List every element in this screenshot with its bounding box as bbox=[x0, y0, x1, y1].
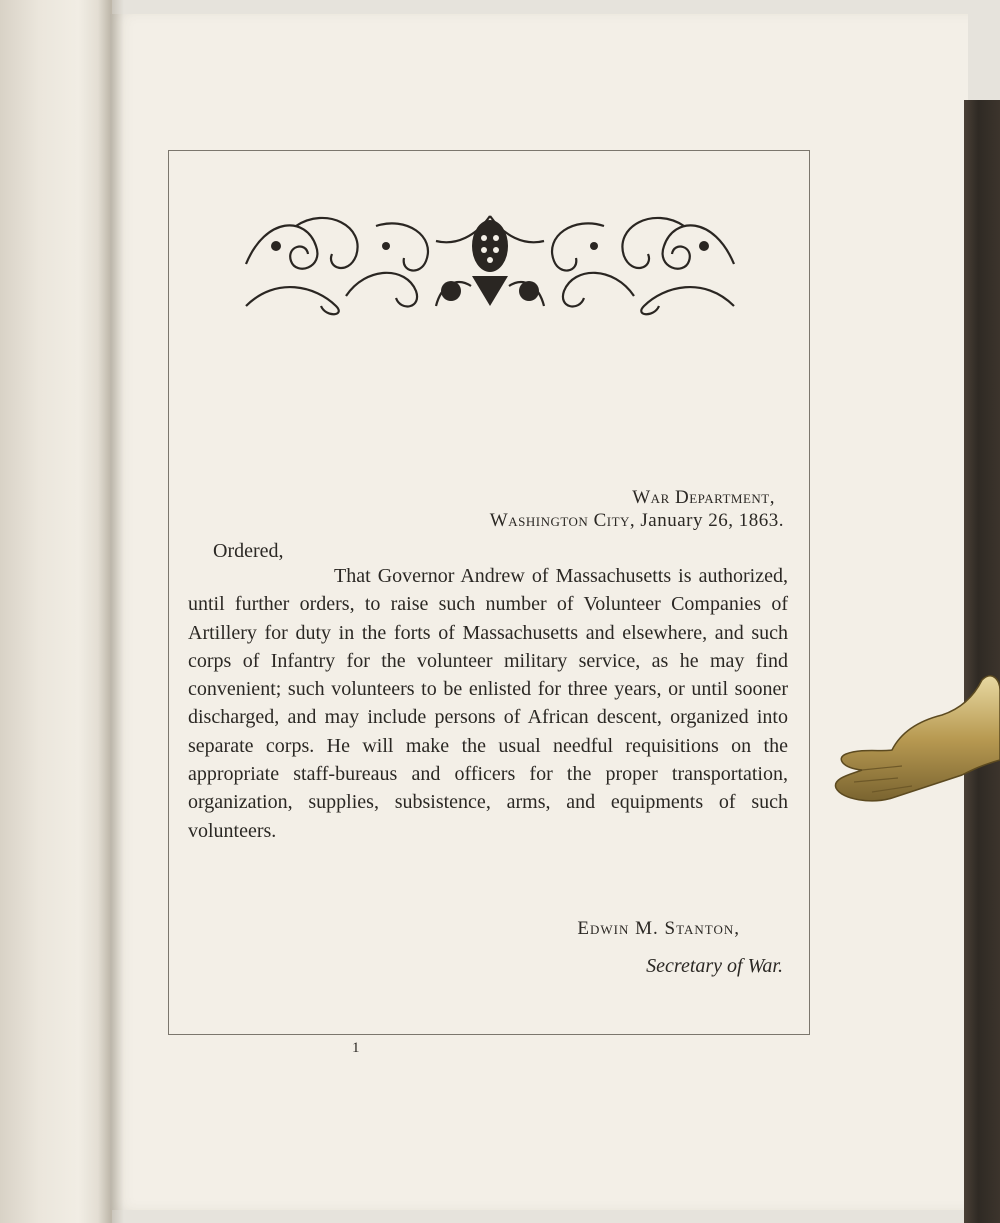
department-heading: War Department, bbox=[632, 487, 775, 508]
page-number: 1 bbox=[352, 1040, 360, 1056]
location-text: Washington City, bbox=[489, 510, 636, 531]
date-text: January 26, 1863. bbox=[640, 510, 784, 531]
location-date-line bbox=[490, 510, 784, 532]
left-page bbox=[0, 0, 112, 1223]
brass-hand-clip-icon bbox=[832, 670, 1000, 810]
book-edge bbox=[964, 100, 1000, 1223]
book-gutter bbox=[98, 0, 124, 1223]
floral-ornament-icon bbox=[236, 206, 744, 322]
signature-name: Edwin M. Stanton, bbox=[577, 918, 740, 939]
order-body-text: That Governor Andrew of Massachusetts is authorized, until further orders, to raise such number of Volunteer Companies of Artillery for duty in the forts of Massachusetts and elsewhere, and such corps of Infantry for the volunteer military service, as he may find convenient; such volunteers to be enlisted for three years, or until sooner discharged, and may include persons of African descent, organized into separate corps. He will make the usual needful requisitions on the appropriate staff-bureaus and officers for the proper transportation, organization, supplies, subsistence, arms, and equipments of such volunteers. bbox=[188, 565, 788, 842]
signature-title: Secretary of War. bbox=[646, 955, 783, 977]
salutation: Ordered, bbox=[213, 540, 284, 562]
